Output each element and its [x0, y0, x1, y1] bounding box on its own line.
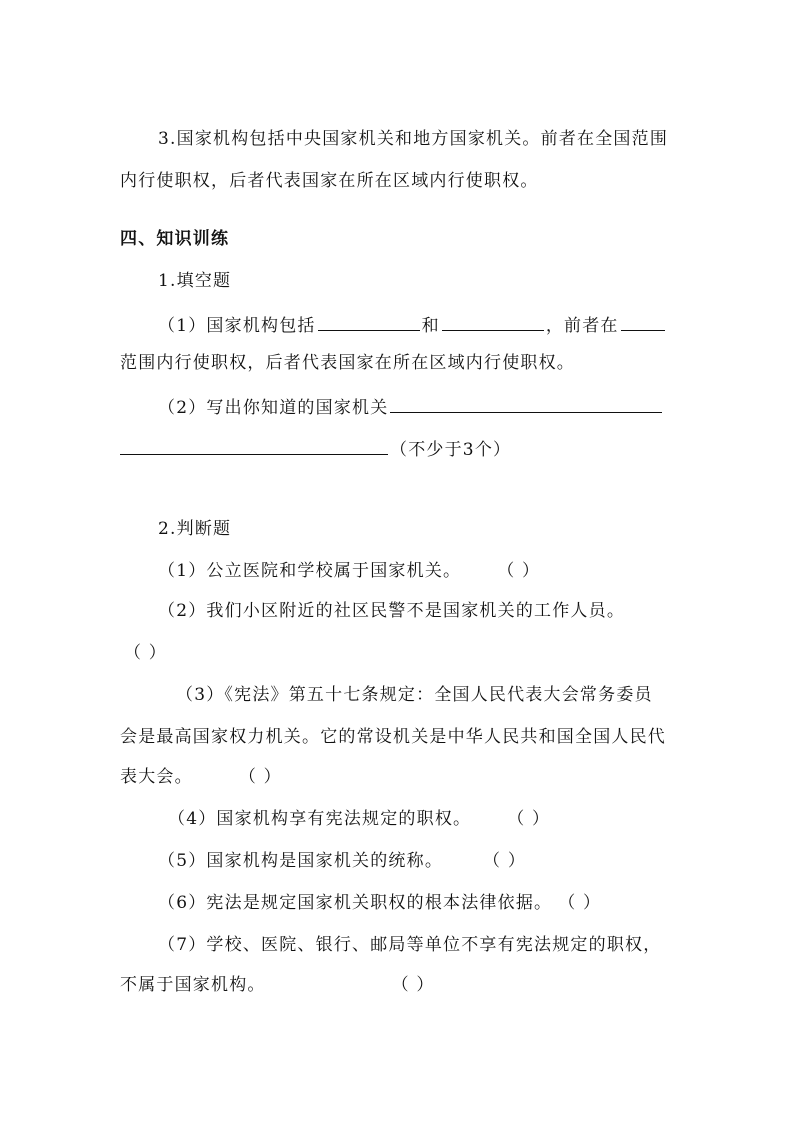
judge-q6-text: （6）宪法是规定国家机关职权的根本法律依据。 — [158, 893, 553, 913]
answer-parentheses[interactable]: （ ） — [391, 975, 435, 995]
answer-parentheses[interactable]: （ ） — [558, 893, 602, 913]
fill-question-2 — [158, 394, 664, 419]
fill-question-2-cont — [120, 436, 511, 461]
judge-question-5 — [158, 850, 526, 872]
judge-q7-text-b: 不属于国家机构。 — [120, 975, 266, 995]
fill-q2-text-a: （2）写出你知道的国家机关 — [158, 398, 389, 418]
judge-q3-text-c: 表大会。 — [120, 767, 193, 787]
answer-parentheses[interactable]: （ ） — [497, 561, 541, 581]
judge-question-2: （2）我们小区附近的社区民警不是国家机关的工作人员。 — [158, 601, 626, 621]
fill-q2-text-b: （不少于3个） — [390, 440, 512, 460]
judge-question-3-line-1: （3）《宪法》第五十七条规定：全国人民代表大会常务委员 — [176, 685, 653, 705]
answer-parentheses[interactable]: （ ） — [124, 643, 168, 663]
answer-parentheses[interactable]: （ ） — [483, 851, 527, 871]
section-heading: 四、知识训练 — [120, 229, 230, 249]
fill-q1-text-b: 和 — [421, 316, 440, 336]
fill-in-title: 1.填空题 — [158, 271, 232, 291]
answer-parentheses[interactable]: （ ） — [507, 809, 551, 829]
fill-q1-text-c: ，前者在 — [545, 316, 619, 336]
fill-q1-text-a: （1）国家机构包括 — [158, 316, 316, 336]
answer-blank[interactable] — [621, 312, 665, 331]
intro-line-2: 内行使职权，后者代表国家在所在区域内行使职权。 — [120, 171, 539, 191]
intro-line-1: 3.国家机构包括中央国家机关和地方国家机关。前者在全国范围 — [158, 129, 669, 149]
judge-question-1 — [158, 560, 540, 582]
judge-question-7-line-1: （7）学校、医院、银行、邮局等单位不享有宪法规定的职权， — [158, 935, 662, 955]
judge-question-6 — [158, 892, 601, 914]
judge-question-3-line-2: 会是最高国家权力机关。它的常设机关是中华人民共和国全国人民代 — [120, 727, 666, 747]
judge-question-3-line-3 — [120, 766, 282, 788]
answer-blank[interactable] — [390, 394, 662, 413]
answer-blank[interactable] — [318, 312, 420, 331]
answer-blank[interactable] — [442, 312, 544, 331]
judge-q1-text: （1）公立医院和学校属于国家机关。 — [158, 561, 462, 581]
judge-q4-text: （4）国家机构享有宪法规定的职权。 — [168, 809, 472, 829]
answer-blank[interactable] — [120, 436, 388, 455]
judge-title: 2.判断题 — [158, 519, 232, 539]
answer-parentheses[interactable]: （ ） — [238, 767, 282, 787]
fill-question-1 — [158, 312, 667, 337]
judge-q5-text: （5）国家机构是国家机关的统称。 — [158, 851, 444, 871]
judge-question-4 — [168, 808, 550, 830]
fill-question-1-cont: 范围内行使职权，后者代表国家在所在区域内行使职权。 — [120, 353, 575, 373]
judge-question-7-line-2 — [120, 974, 435, 996]
